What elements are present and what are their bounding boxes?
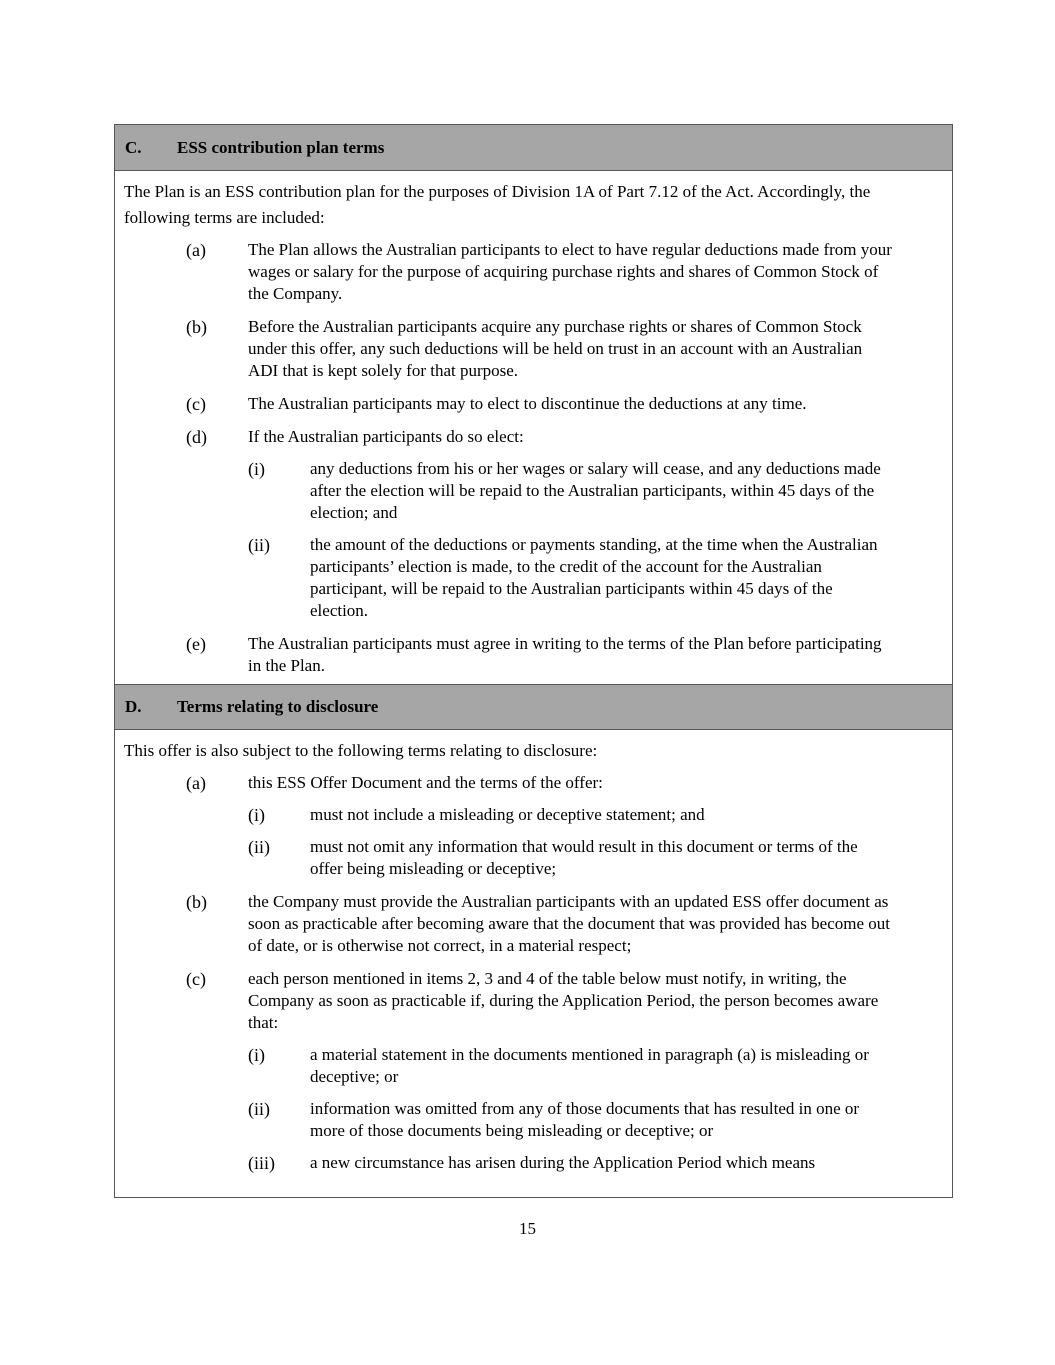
item-label: (c) (186, 394, 206, 414)
sub-item-text: must not include a misleading or deceptive statement; and (310, 805, 705, 824)
item-label: (c) (186, 969, 206, 989)
item-label: (d) (186, 427, 207, 447)
item-text: each person mentioned in items 2, 3 and 4 of the table below must notify, in writing, the Company as soon as practicable if, during the Application Period, the person becomes aware that: (248, 969, 879, 1032)
section-c-letter: C. (125, 137, 142, 157)
sub-item-text: must not omit any information that would result in this document or terms of the offer being misleading or deceptive; (310, 837, 858, 878)
item-label: (a) (186, 240, 206, 260)
sub-item (248, 1152, 892, 1174)
list-item (186, 633, 892, 677)
list-item (186, 316, 892, 382)
sub-item (248, 836, 892, 880)
section-d-letter: D. (125, 697, 142, 716)
item-content (248, 772, 892, 880)
section-c-body (115, 171, 952, 684)
sub-item-text: information was omitted from any of those documents that has resulted in one or more of those documents being misleading or deceptive; or (310, 1099, 860, 1140)
sub-item (248, 1044, 892, 1088)
item-content (248, 968, 892, 1174)
item-label: (b) (186, 317, 207, 337)
sub-item-text: a material statement in the documents mentioned in paragraph (a) is misleading or deceptive; or (310, 1045, 869, 1086)
list-item (186, 393, 892, 415)
page-number: 15 (519, 1219, 536, 1238)
item-text: The Plan allows the Australian participants to elect to have regular deductions made from your wages or salary for the purpose of acquiring purchase rights and shares of Common Stock of the Company. (248, 240, 892, 303)
list-item (186, 239, 892, 305)
sub-item-label: (i) (248, 1045, 265, 1065)
item-label: (b) (186, 892, 207, 912)
sub-item (248, 804, 892, 826)
sub-item-text: the amount of the deductions or payments standing, at the time when the Australian participants’ election is made, to the credit of the account for the Australian participant, will be repaid to the Australian participants within 45 days of the election. (310, 535, 878, 620)
section-c-intro: The Plan is an ESS contribution plan for the purposes of Division 1A of Part 7.12 of the Act. Accordingly, the following terms are included: (124, 182, 871, 227)
sub-item-text: a new circumstance has arisen during the Application Period which means (310, 1153, 816, 1172)
section-d-body (115, 730, 952, 1192)
sub-item (248, 534, 892, 622)
section-d-title: Terms relating to disclosure (177, 697, 379, 716)
item-text: this ESS Offer Document and the terms of the offer: (248, 773, 603, 792)
sub-item-label: (i) (248, 459, 265, 479)
sub-item (248, 1098, 892, 1142)
sub-item (248, 458, 892, 524)
sub-item-label: (ii) (248, 837, 270, 857)
item-label: (a) (186, 773, 206, 793)
section-d-header (115, 684, 952, 730)
item-text: The Australian participants must agree in writing to the terms of the Plan before participating in the Plan. (248, 634, 882, 675)
section-c-title: ESS contribution plan terms (177, 137, 385, 157)
list-item (186, 772, 892, 880)
terms-table (114, 124, 953, 1198)
item-text: The Australian participants may to elect to discontinue the deductions at any time. (248, 394, 807, 413)
item-content (248, 426, 892, 622)
item-label: (e) (186, 634, 206, 654)
section-c-header (115, 125, 952, 171)
item-text: the Company must provide the Australian participants with an updated ESS offer document as soon as practicable after becoming aware that the document that was provided has become out of date, or is otherwise not correct, in a material respect; (248, 892, 890, 955)
item-text: Before the Australian participants acquire any purchase rights or shares of Common Stock under this offer, any such deductions will be held on trust in an account with an Australian ADI that is kept solely for that purpose. (248, 317, 863, 380)
section-d-intro: This offer is also subject to the following terms relating to disclosure: (124, 741, 598, 760)
sub-item-label: (i) (248, 805, 265, 825)
sub-item-label: (ii) (248, 535, 270, 555)
sub-item-label: (iii) (248, 1153, 275, 1173)
list-item (186, 891, 892, 957)
sub-item-label: (ii) (248, 1099, 270, 1119)
item-text: If the Australian participants do so elect: (248, 427, 524, 446)
list-item (186, 968, 892, 1174)
list-item (186, 426, 892, 622)
sub-item-text: any deductions from his or her wages or salary will cease, and any deductions made after the election will be repaid to the Australian participants, within 45 days of the election; and (310, 459, 881, 522)
